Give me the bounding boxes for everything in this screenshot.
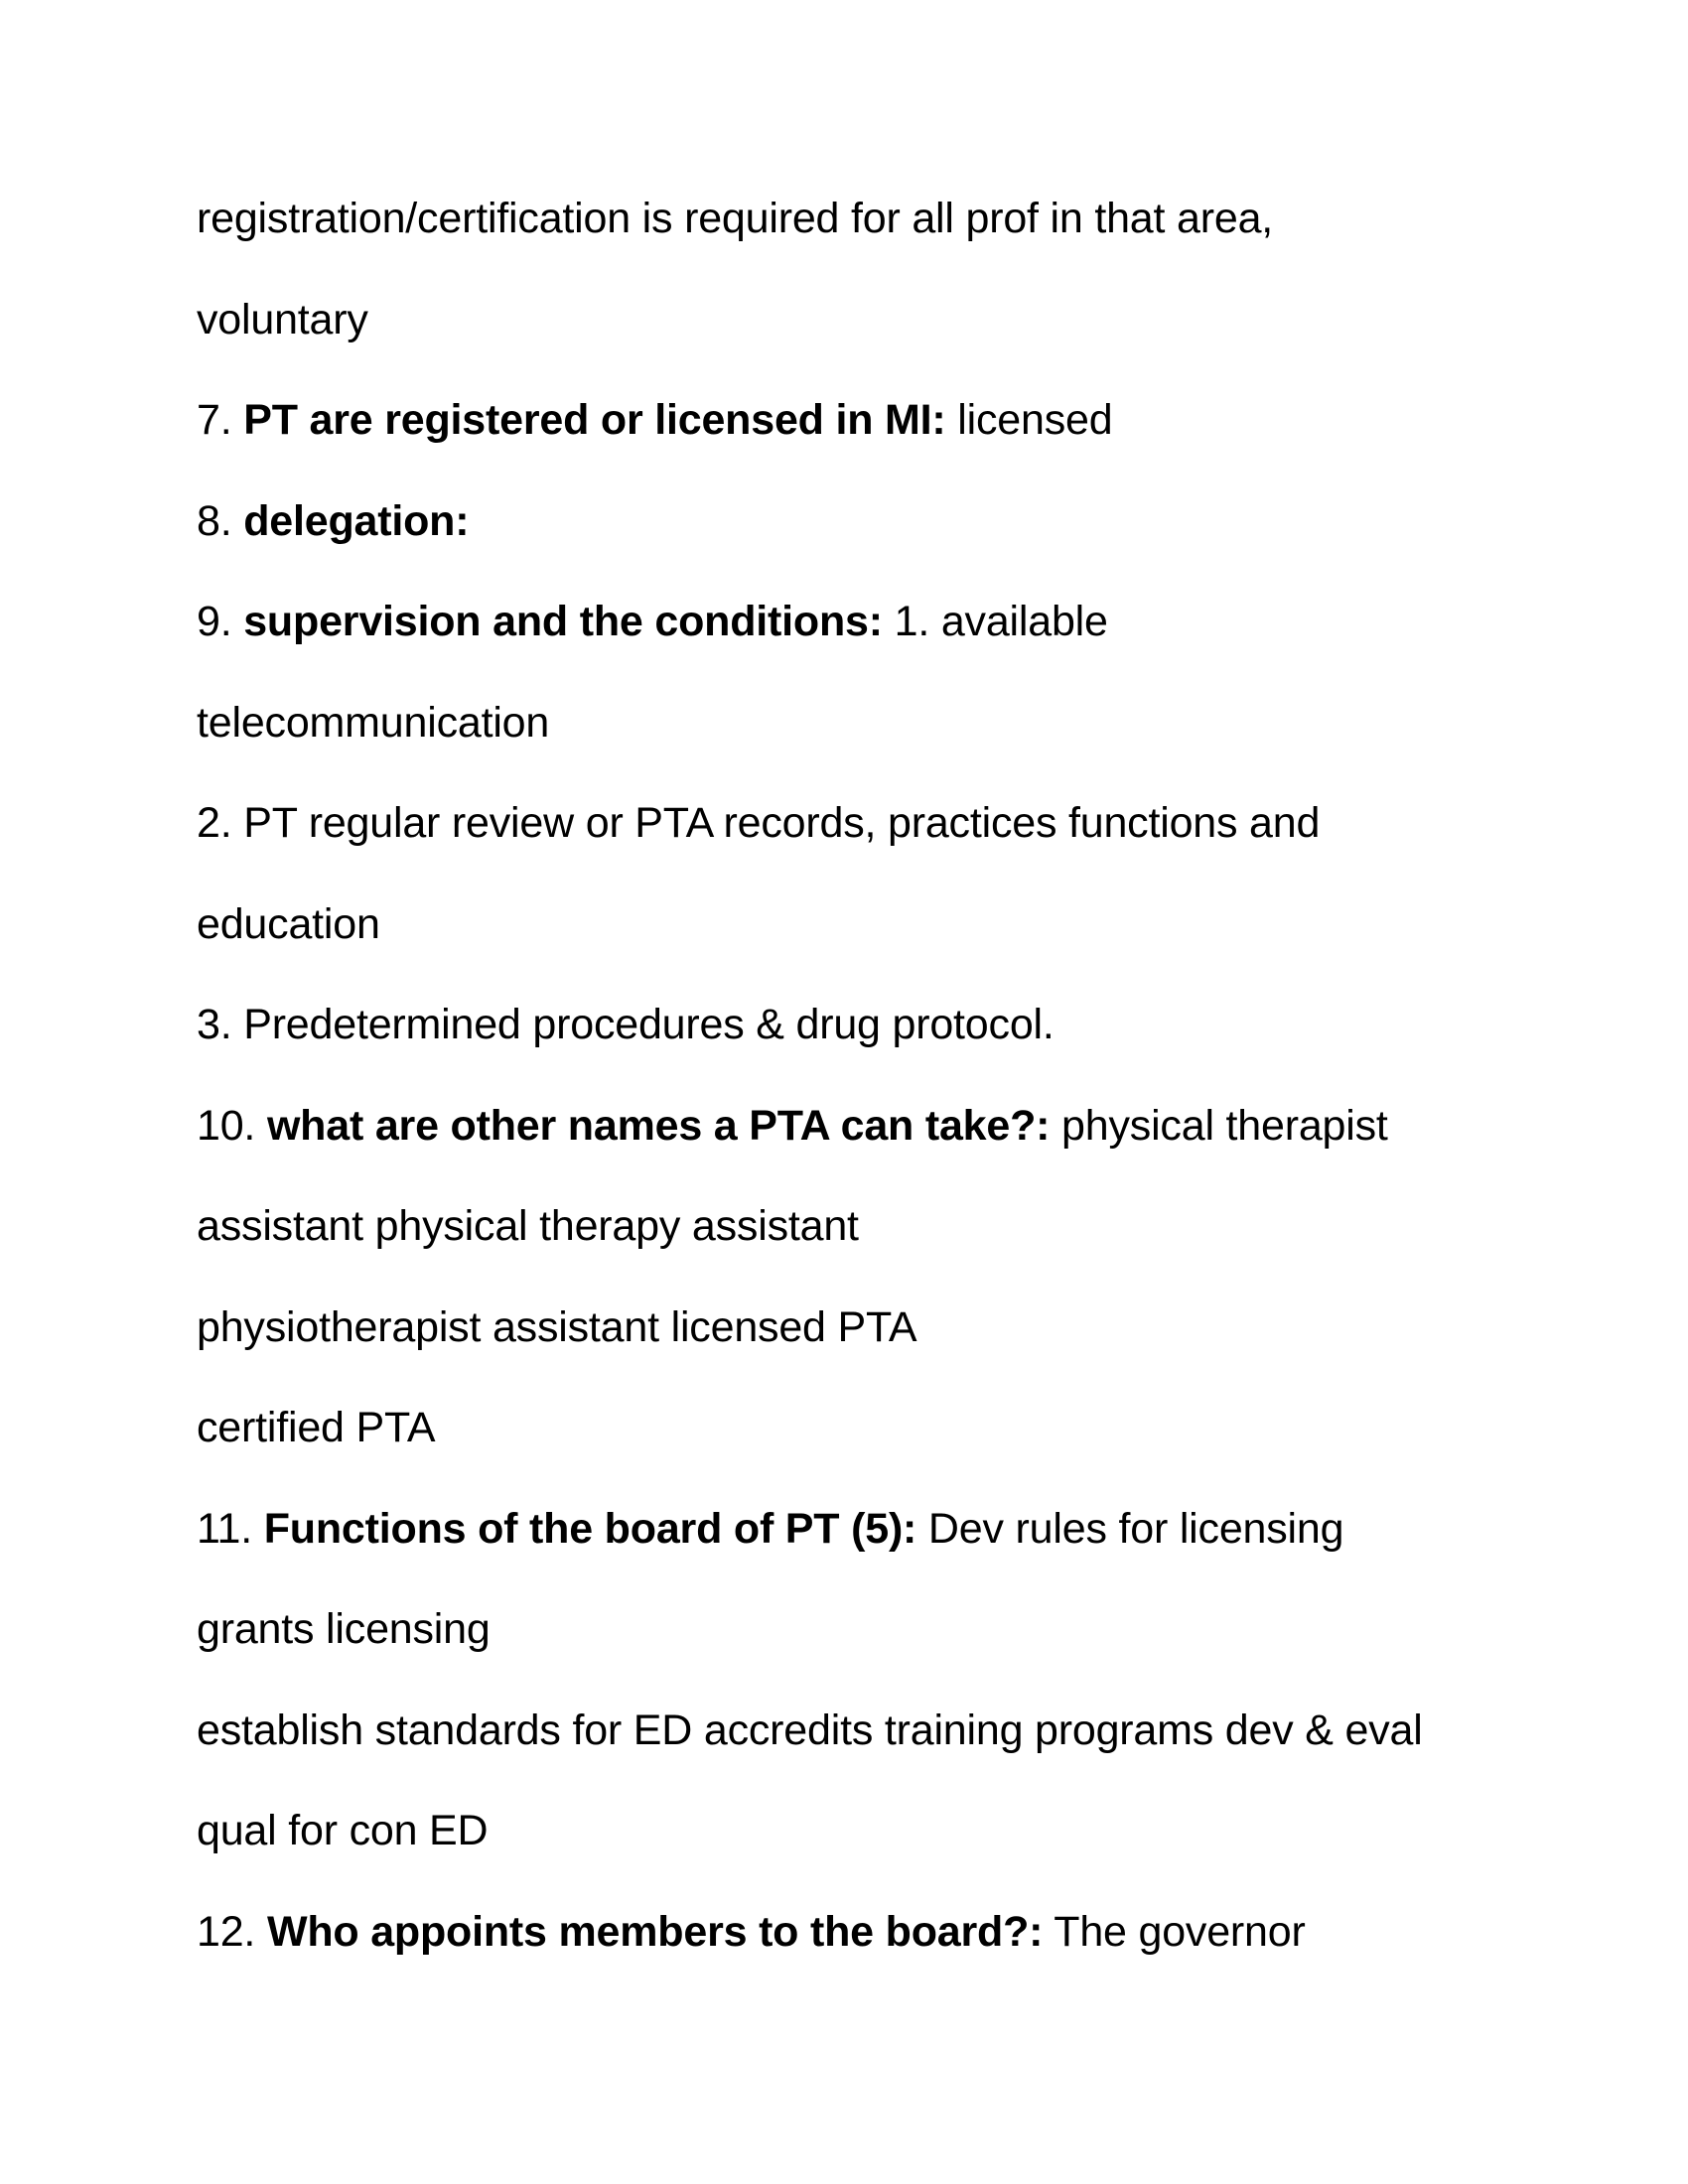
qa-item-10: [197, 1096, 1507, 1197]
qa-item-12: [197, 1902, 1507, 2003]
question-text: Who appoints members to the board?:: [266, 1907, 1044, 1956]
answer-text: The governor: [1043, 1907, 1306, 1956]
item-number: 9.: [197, 598, 244, 645]
line-text: education: [197, 899, 380, 948]
text-line: [197, 290, 1507, 391]
line-text: 3. Predetermined procedures & drug protocol.: [197, 1001, 1055, 1048]
text-line: [197, 1398, 1507, 1499]
answer-text: Dev rules for licensing: [916, 1504, 1344, 1553]
document-page: [197, 189, 1507, 2002]
text-line: [197, 1599, 1507, 1701]
text-line: [197, 894, 1507, 996]
item-number: 8.: [197, 496, 244, 545]
line-text: 2. PT regular review or PTA records, practices functions and: [197, 799, 1321, 847]
text-line: [197, 1196, 1507, 1297]
question-text: supervision and the conditions:: [243, 598, 883, 645]
answer-text: 1. available: [882, 598, 1108, 645]
text-line: [197, 995, 1507, 1096]
line-text: grants licensing: [197, 1605, 491, 1653]
line-text: physiotherapist assistant licensed PTA: [197, 1302, 917, 1351]
item-number: 10.: [197, 1101, 267, 1150]
qa-item-11: [197, 1499, 1507, 1600]
question-text: what are other names a PTA can take?:: [266, 1101, 1051, 1150]
text-line: [197, 693, 1507, 794]
answer-text: licensed: [945, 396, 1113, 444]
text-line: [197, 1801, 1507, 1902]
answer-text: physical therapist: [1050, 1101, 1388, 1150]
text-line: [197, 1297, 1507, 1399]
item-number: 7.: [197, 396, 244, 444]
line-text: telecommunication: [197, 698, 550, 747]
question-text: Functions of the board of PT (5):: [263, 1504, 917, 1553]
text-line: [197, 1701, 1507, 1802]
line-text: registration/certification is required for all prof in that area,: [197, 195, 1274, 242]
qa-item-8: [197, 491, 1507, 593]
line-text: voluntary: [197, 295, 368, 343]
question-text: delegation:: [243, 496, 470, 545]
text-line: [197, 793, 1507, 894]
question-text: PT are registered or licensed in MI:: [243, 396, 946, 444]
qa-item-7: [197, 390, 1507, 491]
line-text: assistant physical therapy assistant: [197, 1202, 859, 1250]
item-number: 12.: [197, 1907, 267, 1956]
line-text: qual for con ED: [197, 1807, 489, 1854]
line-text: establish standards for ED accredits training programs dev & eval: [197, 1706, 1423, 1754]
text-line: [197, 189, 1507, 290]
item-number: 11.: [197, 1504, 264, 1553]
line-text: certified PTA: [197, 1404, 436, 1451]
qa-item-9: [197, 592, 1507, 693]
